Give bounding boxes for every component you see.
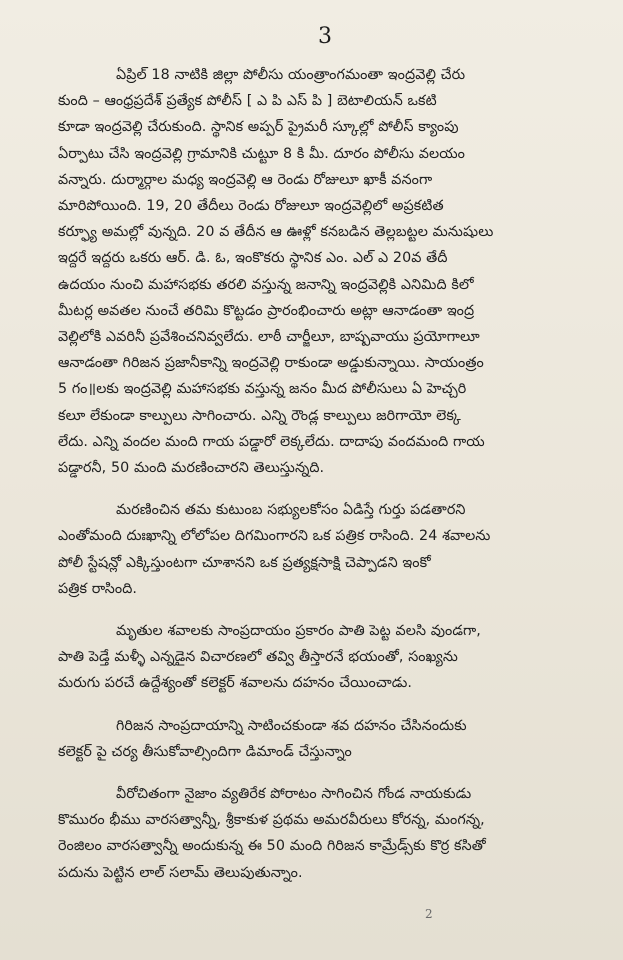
text-line: పడ్డారనీ, 50 మంది మరణించారని తెలుస్తున్నది. xyxy=(58,460,325,477)
text-line: కూడా ఇంద్రవెల్లి చేరుకుంది. స్థానిక అప్పర్ ప్రైమరీ స్కూల్లో పోలీస్ క్యాంపు xyxy=(58,119,459,136)
paragraph xyxy=(58,781,598,886)
page-number: 3 xyxy=(318,24,332,49)
text-line: మృతుల శవాలకు సాంప్రదాయం ప్రకారం పాతి పెట్ట వలసి వుండగా, xyxy=(116,623,481,640)
text-line: వీరోచితంగా నైజాం వ్యతిరేక పోరాటం సాగించిన గోండ నాయకుడు xyxy=(116,786,472,803)
text-line: కర్ఫ్యూ అమల్లో వున్నది. 20 వ తేదీన ఆ ఊళ్లో కనబడిన తెల్లబట్టల మనుషులు xyxy=(58,224,494,241)
text-line: కలెక్టర్ పై చర్య తీసుకోవాల్సిందిగా డిమాండ్ చేస్తున్నాం xyxy=(58,743,352,760)
text-line: పత్రిక రాసింది. xyxy=(58,580,138,597)
paragraph xyxy=(58,497,598,602)
paragraph xyxy=(58,62,598,481)
text-line: ఎంతోమంది దుఃఖాన్ని లోలోపల దిగమింగారని ఒక పత్రిక రాసింది. 24 శవాలను xyxy=(58,528,491,545)
paragraph-gap xyxy=(58,697,598,713)
text-line: మరణించిన తమ కుటుంబ సభ్యులకోసం ఏడిస్తే గుర్తు పడతారని xyxy=(116,502,466,519)
text-line: మారిపోయింది. 19, 20 తేదీలు రెండు రోజులూ ఇంద్రవెల్లిలో అప్రకటిత xyxy=(58,198,444,215)
text-line: కొమురం భీము వారసత్వాన్నీ, శ్రీకాకుళ ప్రథమ అమరవీరులు కోరన్న, మంగన్న, xyxy=(58,812,485,829)
text-line: పాతి పెడ్తే మళ్ళీ ఎన్నడైన విచారణలో తవ్వి తీస్తారనే భయంతో, సంఖ్యను xyxy=(58,649,458,666)
text-line: మరుగు పరచే ఉద్దేశ్యంతో కలెక్టర్ శవాలను దహనం చేయించాడు. xyxy=(58,675,413,692)
paragraph-gap xyxy=(58,481,598,497)
footer-mark: 2 xyxy=(425,907,433,921)
text-line: మీటర్ల అవతల నుంచే తరిమి కొట్టడం ప్రారంభించారు అట్లా ఆనాడంతా ఇంద్ర xyxy=(58,302,475,319)
text-line: రెంజిలం వారసత్వాన్నీ అందుకున్న ఈ 50 మంది గిరిజన కామ్రేడ్స్‌కు కొర్ర కసితో xyxy=(58,838,486,855)
text-line: ఏప్రిల్ 18 నాటికి జిల్లా పోలీసు యంత్రాంగమంతా ఇంద్రవెల్లి చేరు xyxy=(116,67,466,83)
text-line: ఆనాడంతా గిరిజన ప్రజానీకాన్ని ఇంద్రవెల్లి రాకుండా అడ్డుకున్నాయి. సాయంత్రం xyxy=(58,355,484,372)
text-line: వెల్లిలోకి ఎవరినీ ప్రవేశించనివ్వలేదు. లాఠీ చార్జీలూ, బాష్పవాయు ప్రయోగాలూ xyxy=(58,329,480,346)
paragraph xyxy=(58,618,598,697)
paragraph xyxy=(58,713,598,765)
text-line: ఏర్పాటు చేసి ఇంద్రవెల్లి గ్రామానికి చుట్టూ 8 కి మీ. దూరం పోలీసు వలయం xyxy=(58,145,465,162)
text-line: పదును పెట్టిన లాల్ సలామ్ తెలుపుతున్నాం. xyxy=(58,864,303,881)
text-line: కలూ లేకుండా కాల్పులు సాగించారు. ఎన్ని రౌండ్ల కాల్పులు జరిగాయో లెక్క xyxy=(58,407,461,424)
text-line: 5 గం॥లకు ఇంద్రవెల్లి మహాసభకు వస్తున్న జనం మీద పోలీసులు ఏ హెచ్చరి xyxy=(58,381,467,398)
paragraph-gap xyxy=(58,765,598,781)
paragraph-gap xyxy=(58,602,598,618)
text-line: పోలీ స్టేషన్లో ఎక్కిస్తుంటగా చూశానని ఒక ప్రత్యక్షసాక్షి చెప్పాడని ఇంకో xyxy=(58,554,431,571)
text-line: ఇద్దరే ఇద్దరు ఒకరు ఆర్. డి. ఓ, ఇంకొకరు స్థానిక ఎం. ఎల్ ఎ 20వ తేదీ xyxy=(58,250,448,267)
text-line: లేదు. ఎన్ని వందల మంది గాయ పడ్డారో లెక్కలేదు. దాదాపు వందమంది గాయ xyxy=(58,433,485,450)
text-line: కుంది – ఆంధ్రప్రదేశ్ ప్రత్యేక పోలీస్ [ ఎ పి ఎస్ పి ] బెటాలియన్ ఒకటి xyxy=(58,93,437,110)
text-line: గిరిజన సాంప్రదాయాన్ని సాటించకుండా శవ దహనం చేసినందుకు xyxy=(116,717,467,734)
text-line: వన్నారు. దుర్మార్గాల మధ్య ఇంద్రవెల్లి ఆ రెండు రోజులూ ఖాకీ వనంగా xyxy=(58,171,433,188)
body-text xyxy=(58,62,598,886)
text-line: ఉదయం నుంచి మహాసభకు తరలి వస్తున్న జనాన్ని ఇంద్రవెల్లికి ఎనిమిది కిలో xyxy=(58,276,474,293)
